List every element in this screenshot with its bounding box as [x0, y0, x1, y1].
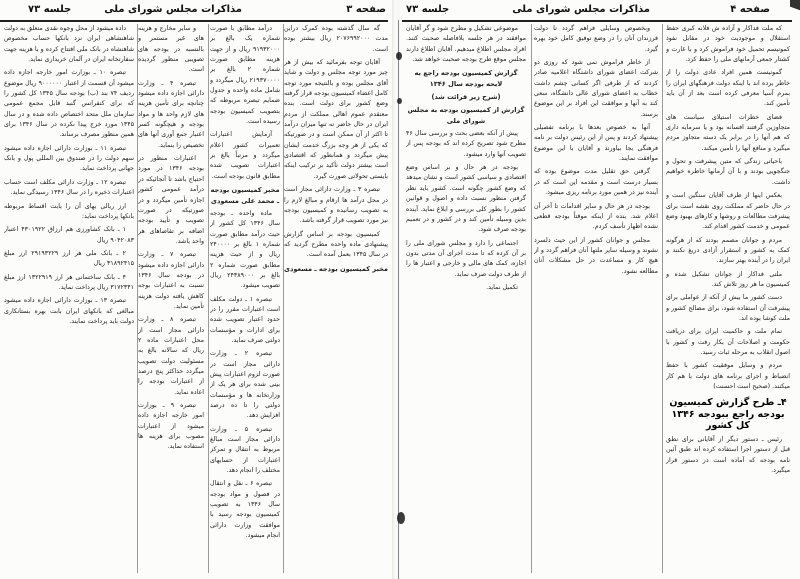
left-page-header — [0, 4, 392, 20]
paragraph: ارز ریالی بهای آن را بابت اقساط مربوطه بانکها پرداخت نماید: — [4, 202, 134, 220]
paragraph: تبصره ۱۰ ـ بوزارت امور خارجه اجازه داده میشود آن قسمت از اعتبار ۹۰۰۰۰۰۰ ریال موضوع ردیف ۷۴ بند (ب) بودجه سال ۱۳۴۵ کل کشور را که برای کنفرانس گنبد قابل مجمع عمومی سازمان ملل متحد اختصاص داده شده و در سال ۱۳۴۵ مورد خرج پیدا نکرده در سال ۱۳۴۶ برای همین منظور مصرف برساند. — [4, 69, 134, 139]
signature: مخبر کمیسیون بودجه ـ مسعودی — [284, 264, 388, 273]
signature: مخبر کمیسیون بودجه ـ محمد علی مسعودی — [210, 186, 280, 205]
paragraph: آنها به خصوص بعدها با برنامه تفصیلی پیشنهاد کردند و پس از این رئیس دولت بر نامه فرهنگی بجا بیاورند و آقایان با این موضوع موافقت نمایند. — [534, 124, 658, 163]
paragraph: تکمیل نماید. — [486, 283, 518, 291]
column-left-1 — [284, 24, 388, 573]
paragraph: تبصره ۶ ـ نقل و انتقال در فصول و مواد بودجه سال ۱۳۴۶ به تصویب کمیسیون بودجه رسید با موافقت وزارت دارائی انجام میشود. — [210, 480, 280, 540]
right-page-header — [400, 4, 800, 20]
section-heading: ۴ـ طرح گزارش کمیسیون بودجه راجع ببودجه ۱۳۴۶ کل کشور — [669, 397, 787, 432]
right-page — [400, 0, 800, 579]
paragraph: فضای خطرات استیلای سیاست های متجاوزین گرفتند افسانه بود و یا سرمایه داری که هم آنها را در برابر یک دسته متجاوز مردم میگیرد و منافع آنها را تأمین میکند. — [666, 113, 790, 152]
column-left-4 — [4, 24, 134, 573]
paragraph: ماده واحده ـ بودجه سال ۱۳۴۶ کل کشور از حیث درآمد مطابق صورت شماره ۱ بالغ بر ۲۴۰۰۰۰ ریال و از حیث هزینه مطابق صورت شماره ۲ بالغ بر ۲۴۳۸۹۰۰۰ ریال تصویب میشود. — [210, 209, 280, 290]
paragraph: ملتی فداکار از جوانان تشکیل شده و کمیسیون ما هر روز تلاش کند. — [666, 270, 790, 288]
paragraph: اجتماعی را دارد و مجلس شورای ملی را بر آن کرده که تا مدت اجرای آن مدتی بدون اجازه، کمک های مالی و خارجی و اعتبار ها را از طرف دولت صرف نماید. — [406, 239, 526, 278]
paragraph: تبصره ۱۳ ـ بوزارت دارائی اجازه داده میشود مبالغی که بانکهای ایران بابت بهره بستانکاری دولت باید پرداخت نمایند. — [4, 297, 134, 325]
paragraph: بعکس اینها از طرف آقایان سنگین است و در حال حاضر که مملکت روی نقشه است برای پیشرفت مطالعات و روشها و کارهای بهبود وضع عمومی و خدمت کشور اقدام کند. — [666, 192, 790, 231]
subheading: گزارش از کمیسیون بودجه به مجلس شورای ملی — [407, 106, 525, 125]
subheading: گزارش کمیسیون بودجه راجع به لایحه بودجه سال ۱۳۴۶ — [414, 69, 518, 88]
paragraph: و سایر مخارج و هزینه های غیر مستمر و بالنسبه در بودجه های تصویبی منظور گردیده است. — [138, 25, 204, 74]
list-item: ۴ ـ بانک ساختمانی هر ارز ۱۳۲۲۹۱۹ ارز مبلغ ۳۱۷۲۳۴۱ ریال پرداخت نماید. — [4, 273, 134, 291]
column-left-3 — [138, 24, 204, 573]
header-rule — [402, 20, 792, 22]
paragraph: داده میشود از محل وجوه نقدی متعلق به دولت شاهنشاهی ایران نزد بانکها حساب مخصوص شاهنشاه در بانک ملی افتتاح کرده و با هزینه جهت سفارتخانه ایران در آلمان خریداری نماید. — [4, 25, 134, 64]
paragraph: مجلس و جوانان کشور از این حیث دلسرد نشوند و وسیله سایر ملتها آنان فراهم گردد و از هیچ کار و مساعدت در حل مشکلات آنان مطالعه نشود. — [534, 236, 658, 275]
stage-direction: (شرح زیر قرائت شد) — [431, 93, 501, 102]
paragraph: تمام ملت و حاکمیت ایران برای دریافت حکومت و اصلاحات آن بکار رفت و کشور با اصول انقلاب به مرحله ثبات رسید. — [666, 328, 790, 356]
paragraph: که ملت فداکار و آزاده ش فلانه کبری حفظ استقلال و موجودیت خود در مقابل نفوذ کمونیسم تحمیل خود فراموش کرد و با غارت و کشتار جمعی آرمانهای ملی را حفظ کرد. — [666, 25, 790, 64]
paragraph: کمیسیون بودجه بر اساس گزارش پیشنهادی ماده واحده مطرح گردید که در سال ۱۳۴۵ بعمل آمده است. — [284, 230, 388, 259]
paragraph: تبصره ۱۱ ـ بوزارت دارائی اجازه داده میشود سهم دولت را در صندوق بین المللی پول و بانک جهانی پرداخت نماید. — [4, 144, 134, 173]
page-number: صفحه ۳ — [346, 4, 386, 15]
paragraph: تبصره ۷ ـ وزارت دارائی اجازه داده میشود در بودجه سال ۱۳۴۶ نسبت به اعتبارات بوجه کاهش یافته دولت هزینه تأمین نماید. — [138, 251, 204, 310]
column-divider — [137, 24, 138, 573]
list-item: ۲ ـ بانک ملی هر ارز ۲۹۱۹۳۲۲۹ ارز مبلغ ۳۱۸۹۲۴۱۵ ریال — [4, 249, 134, 268]
column-divider — [208, 24, 209, 573]
paragraph: پیش از آنکه بعضی بحث و بررسی سال ۴۶ مطرح شود تصریح کرده اند که بودجه پس از تصویب آنها وارد میشود. — [406, 130, 526, 158]
paragraph: از خاطر فراموش نمی شود که روزی دو شرکت اعضای شورای داشتگاه اعلامیه صادر کردند که از طرفی اگر کسانی چشم داشت خطاب به اعضای شورای عالی دانشگاه، سعی کند به آنها و موافقت این افراد بر این موضوع برسند. — [534, 59, 658, 118]
paragraph: گه سال گذشته بوده کمرک دراین مدت ۲۰۷۶۹۹۲۰۰۰ ریال بیشتر بوده است. — [284, 25, 388, 53]
paragraph: تبصره ۴ ـ وزارت دارائی اجازه داده میشود چنانچه برای تأمین هزینه های لازم واحد ها و مواد بودجه و هیچگونه کسر اعتبار جمع آوری آنها های تخصیص را بنماید. — [138, 79, 204, 149]
paragraph: تبصره ۹ ـ بوزارت امور خارجه اجازه داده میشود از اعتبارات مصوب برای هزینه ها استفاده نماید. — [138, 402, 204, 451]
paragraph: مردم و جوانان مصمم بودند که از هرگونه کمک به کشور و استقرار آزادی دریغ نکنند و ایران را در آینده بهتر سازند. — [666, 236, 790, 265]
paragraph: مردم و وسایل موفقیت کشور با حفظ انضباط و اجرای برنامه های دولت با هم کار میکنند. (صحیح است احسنت) — [666, 362, 790, 390]
paragraph: آزمایش اعتبارات تعمیرات کشور اعلام میگردد و مرتباً بالغ بر اعتبارات تصویب شده مطابق قانون بودجه است. — [210, 131, 280, 180]
session-label: جلسه ۷۳ — [28, 4, 72, 15]
paragraph: گرفتن حق تقلیل مدت موضوع بوده که بسیار درست است و مقدمه این است که در آینده نیز در همین مورد برنامه ریزی میشود. — [534, 168, 658, 197]
paragraph: تبصره ۳ ـ وزارت دارائی مجاز است در محل درآمد ها ارقام و مبالغ لازم را به تصویب رسانیده و کمیسیون بودجه نیز مورد تصویب قرار گرفته باشد. — [284, 186, 388, 225]
paragraph: آقایان توجه بفرمائید که بیش از هر چیز مورد توجه مجلس و دولت و شاید آقای مجلس بوده و بالنتیجه مورد توجه کامل اعضاء کمیسیون بودجه قرار گرفته وضع کشور برای دولت است. بنده معتقدم عموم اهالی مملکت از مردم ایران در حال حاضر نه تنها میزان درآمد تا اکثر از آن ممکن است و در صورتیکه که یکی از هر وجه بزرگ خدمت ایشان پیش میگردد و همانطور که اقتصادی است بیشتر دولت تأکید بر ترکیب اینکه بایستی تحولاتی صورت گیرد. — [284, 59, 388, 180]
paragraph: تبصره ۲ ـ وزارت دارائی مجاز است در صورت لزوم اعتبارات پیش بینی شده برای هر یک از وزارتخانه ها و مؤسسات دولتی را تا ده درصد افزایش دهد. — [210, 350, 280, 420]
paragraph: بودجه در هر حال و بر اساس وضع اقتصادی و سیاسی کشور است و نشان میدهد که وضع کشور چگونه است. کشور باید نظر گرفتن منظور نسبت داده و اصول و قوانین کشور را بطور کلی بررسی و ابلاغ نماید. آینده بدین وسیله تأمین کند و در کشور و در تعمیم بودجه صرف شود. — [406, 164, 526, 234]
paragraph: تبصره ۱۲ ـ وزارت دارائی مکلف است حساب اعتبارات ذخیره را در سال ۱۳۴۶ رسیدگی نماید. — [4, 178, 134, 197]
paragraph: تبصره ۵ ـ وزارت دارائی مجاز است مبالغ مربوط به انتقال و تمرکز اعتبارات از حسابهای مختلف را انجام دهد. — [210, 425, 280, 475]
column-right-1 — [666, 24, 790, 573]
paragraph: دست کشور ما بیش از آنکه از عواملی برای پیشرفت آن استفاده شود، برای مصالح کشور و ملت کوشا بوده اند. — [666, 294, 790, 322]
column-divider — [531, 24, 532, 573]
paragraph: اعتبارات منظور در بودجه ۱۳۴۶ در مورد احتیاج باشد تا آنجائیکه در درآمد عمومی کشور اجازه تأمین میگردد و در صورتیکه در صورت تصویب و تأیید بودجه اضافه بر تقاضاهای هر واحد باشد. — [138, 155, 204, 245]
paragraph: وبخصوص وسایلی فراهم گردد تا دولت فرزندان آنان را در وضع توفیق کامل خود بهره گیرد. — [534, 25, 658, 53]
header-rule — [0, 20, 388, 22]
paragraph: درآمد مطابق با صورت شماره یک بالغ بر ۹۱۹۳۲۰۰۰ ریال و از جهت هزینه مطابق صورت شماره ۲ بالغ بر ۲۱۹۳۷۰۰۰۰ ریال میگردد و شامل ماده واحده و جدول ضمایم تبصره مربوطه که بتصویب کمیسیون بودجه رسیده است. — [210, 25, 280, 126]
paragraph: رئیس ـ دستور دیگر از آقایانی برای نطق قبل از دستور اجرا استفاده کرده اند طبق آئین نامه بودجه که آماده است در دستور قرار میگیرد. — [666, 435, 790, 474]
column-divider — [283, 24, 284, 573]
column-right-2 — [534, 24, 658, 573]
paragraph: باحیاتی زندگی که متین پیشرفت و تحول و جنگجویی بودند و با آن آرمانها خاطره خواهیم داشت. — [666, 158, 790, 186]
list-item: ۱ ـ بانک کشاورزی هم ارزاق ۴۳۰۱۹۲۲ اعتبار ۹۰۴۲۰۸۳ ریال — [4, 226, 134, 244]
paragraph: بودجه در هر حال و سایر اقدامات تا آخر آن اعلام شد. بنده از اینکه موقتاً بودجه قطعی نشده اظهار تأسف کردم. — [534, 202, 658, 231]
column-left-2 — [210, 24, 280, 573]
session-label: جلسه ۷۳ — [406, 4, 450, 15]
paragraph: موضوعی تشکیل و مطرح شود و گر آقایان موافقند در هر جلسه بلافاصله صحبت کنند. افراد مجلس اطلاع میدهیم. آقایان اطلاع دارند مجلس موقع طرح بودجه صحبت خواهد شد. — [406, 25, 526, 64]
running-title: مذاکرات مجلس شورای ملی — [104, 4, 242, 15]
page-number: صفحه ۴ — [730, 4, 770, 15]
left-page — [0, 0, 392, 579]
column-right-3 — [406, 24, 526, 573]
running-title: مذاکرات مجلس شورای ملی — [512, 4, 650, 15]
paragraph: گمونیست همین افراد عادی دولت را از خاطر برده اند با اینکه دولت فرهنگهای ایران را بمرم آسیا معرفی کرده است بعد از آن باید تأمین کند. — [666, 69, 790, 108]
paragraph: تبصره ۸ ـ وزارت دارائی مجاز است از محل اعتبارات ماده ۲ ریال که سالانه بالغ به مسئولیت دولت تصویب میگردد حداکثر پنج درصد از اعتبارات بودجه را اعاده نماید. — [138, 316, 204, 396]
column-divider — [662, 24, 663, 573]
paragraph: تبصره ۱ ـ دولت مکلف است اعتبارات مقرر را در حدود اعتبار تصویب شده برای ادارات و مؤسسات دولتی صرف نماید. — [210, 295, 280, 344]
